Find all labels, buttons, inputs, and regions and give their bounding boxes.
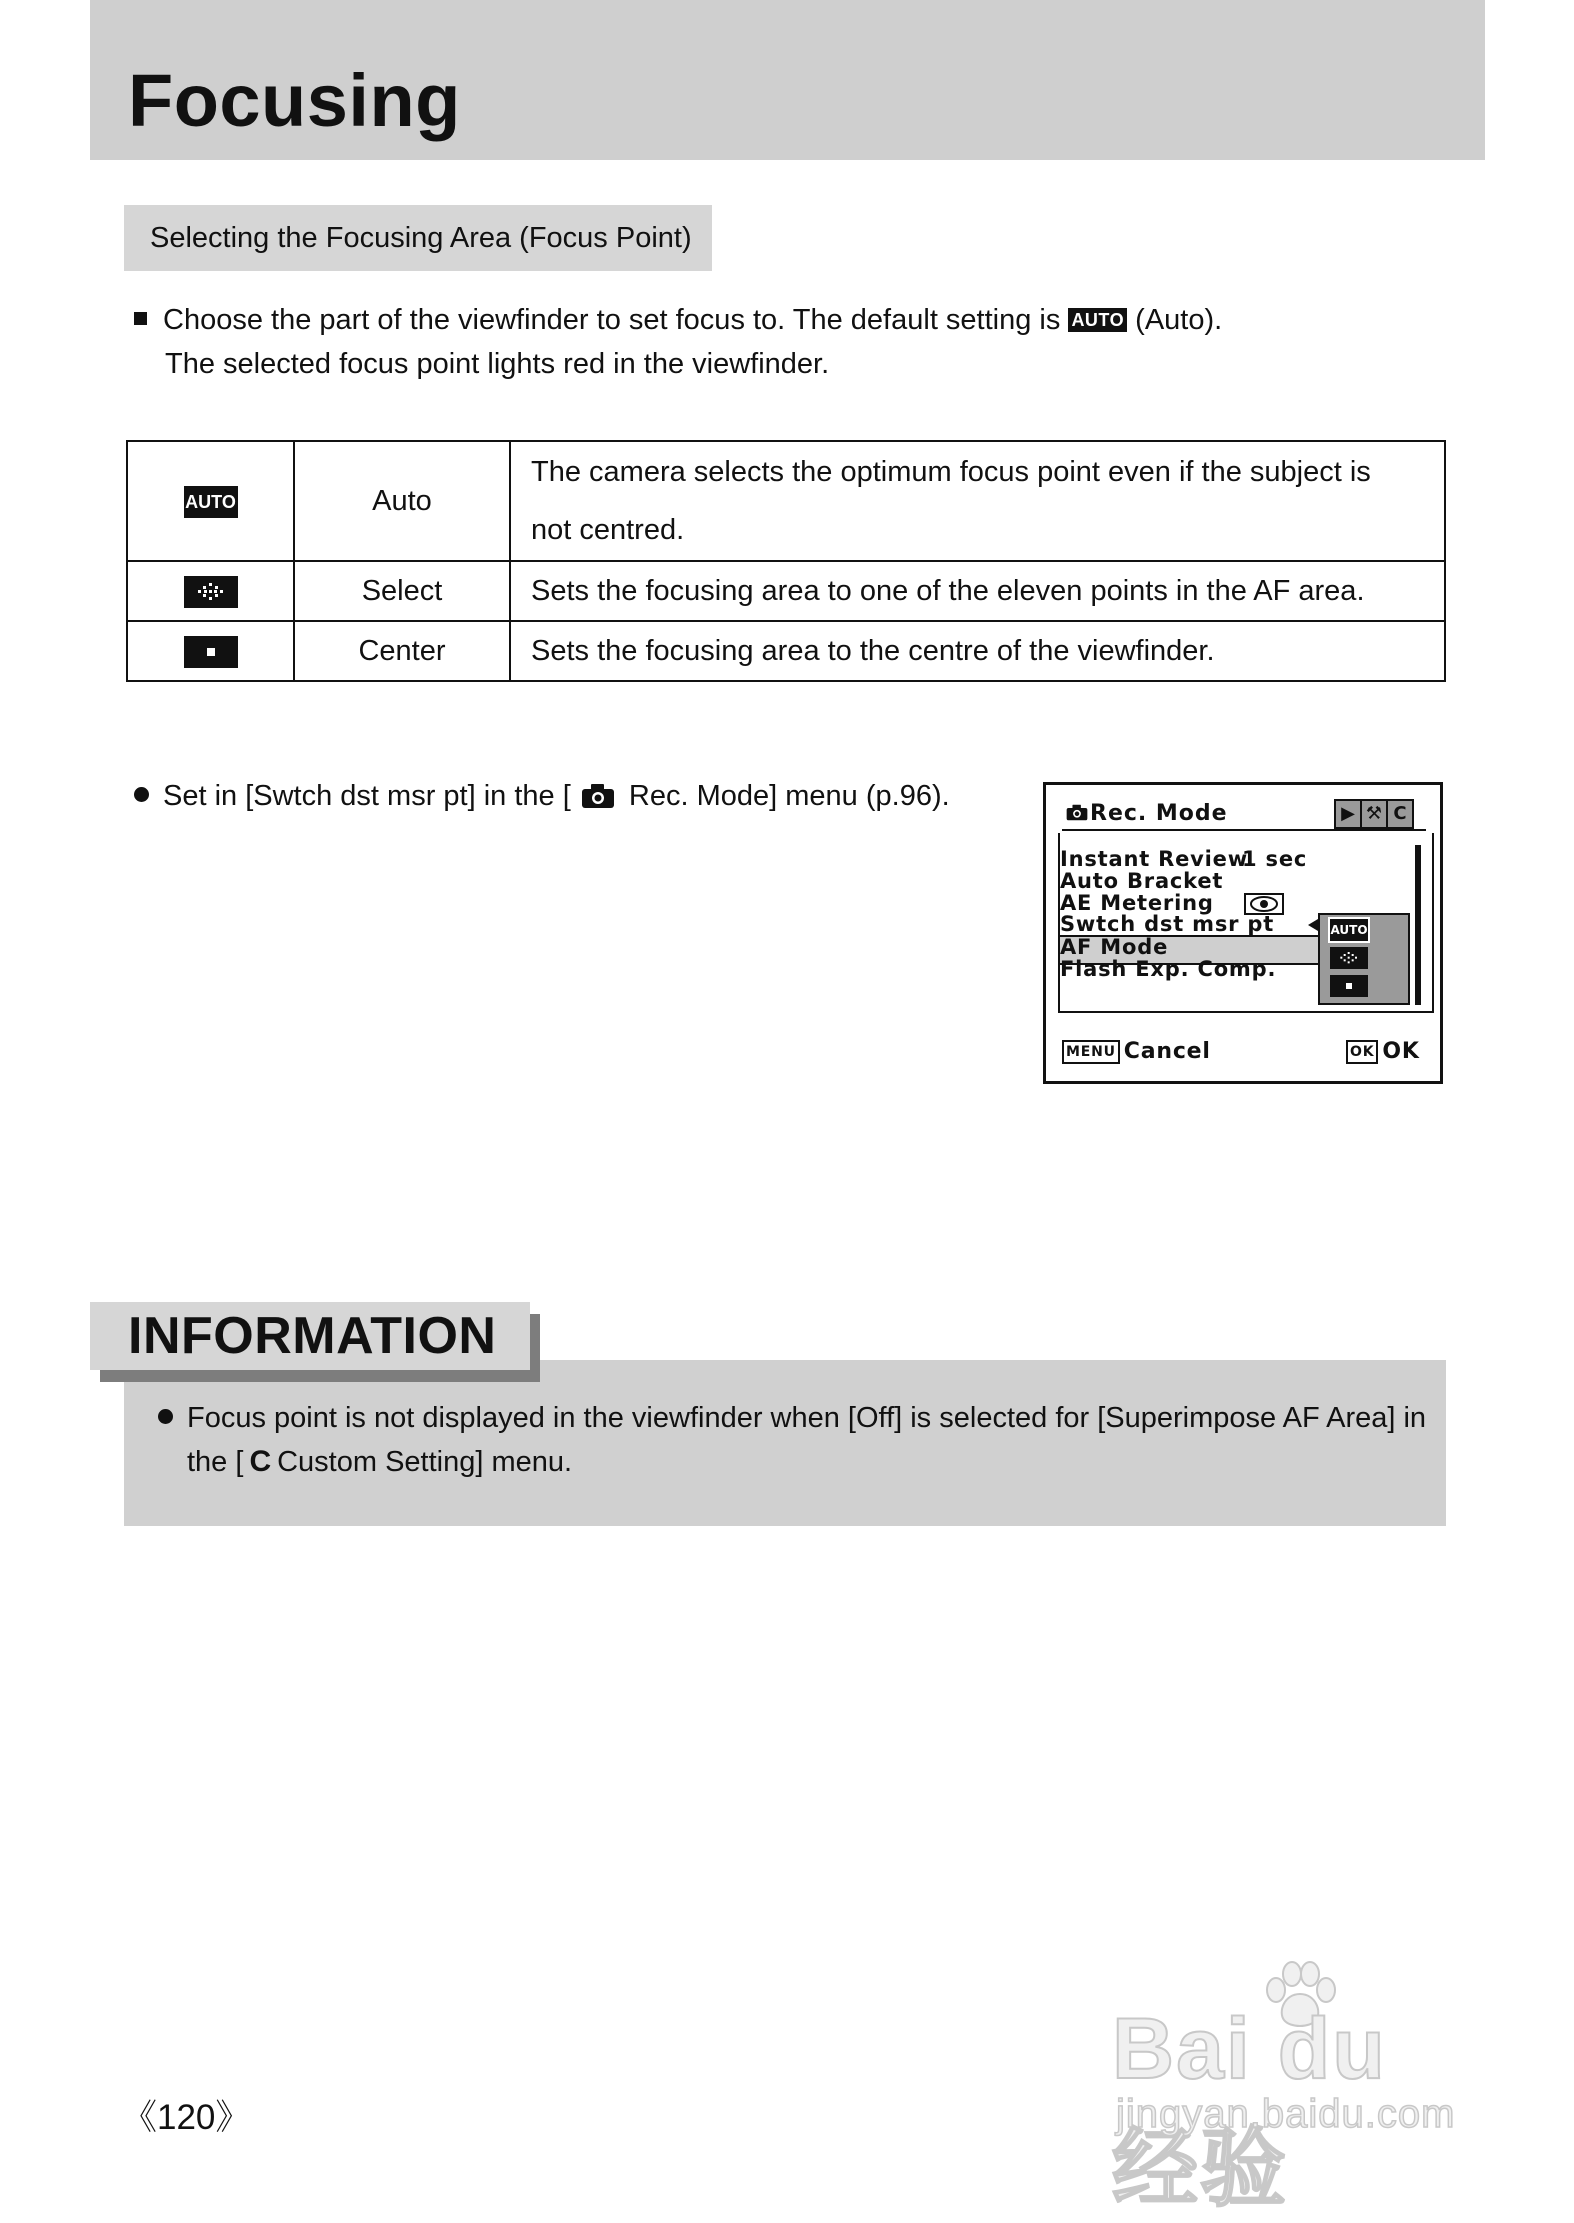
- lcd-ok[interactable]: [1346, 1039, 1420, 1064]
- table-cell-desc: Sets the focusing area to the centre of the viewfinder.: [510, 621, 1445, 681]
- section-label-text: Selecting the Focusing Area (Focus Point): [150, 221, 692, 254]
- table-row: [127, 561, 1445, 621]
- intro-line-2: The selected focus point lights red in the viewfinder.: [165, 348, 830, 380]
- lcd-tabs: [1336, 799, 1414, 829]
- table-cell-icon: [127, 621, 294, 681]
- lcd-item-swtch-dst-msr-pt[interactable]: Swtch dst msr pt: [1060, 912, 1275, 936]
- page-number: 《120》: [122, 2098, 251, 2137]
- round-bullet-icon: [158, 1409, 173, 1424]
- intro-line-1-suffix: (Auto).: [1135, 304, 1223, 336]
- lcd-title-text: Rec. Mode: [1090, 801, 1228, 826]
- desc-line: not centred.: [531, 514, 685, 546]
- ok-key-icon: OK: [1346, 1040, 1378, 1064]
- table-cell-icon: [127, 561, 294, 621]
- camera-icon: [1066, 804, 1088, 821]
- lcd-cancel-label: Cancel: [1123, 1039, 1211, 1064]
- left-arrow-icon: [1308, 919, 1318, 931]
- square-bullet-icon: [134, 312, 147, 325]
- lcd-cancel[interactable]: [1062, 1039, 1211, 1064]
- table-cell-icon: [127, 441, 294, 561]
- auto-focus-icon: AUTO: [184, 486, 238, 518]
- lcd-title: [1066, 801, 1228, 826]
- information-text: [158, 1396, 1428, 1484]
- information-line-2-suffix: Custom Setting] menu.: [277, 1446, 573, 1478]
- lcd-tab-setup[interactable]: ⚒: [1360, 799, 1388, 829]
- intro-line-1: [134, 298, 1454, 342]
- intro-line-1-text: Choose the part of the viewfinder to set focus to. The default setting is: [163, 304, 1061, 336]
- camera-lcd-menu: [1043, 782, 1443, 1084]
- table-cell-name: Auto: [294, 441, 510, 561]
- lcd-item-ae-metering[interactable]: AE Metering: [1060, 891, 1214, 915]
- lcd-item-instant-review[interactable]: Instant Review: [1060, 847, 1248, 871]
- lcd-item-flash-exp-comp[interactable]: Flash Exp. Comp.: [1060, 957, 1277, 981]
- focus-point-table: [126, 440, 1446, 682]
- lcd-ok-label: OK: [1382, 1039, 1420, 1064]
- lcd-tab-playback[interactable]: ▶: [1334, 799, 1362, 829]
- center-focus-icon: [184, 636, 238, 668]
- lcd-item-auto-bracket[interactable]: Auto Bracket: [1060, 869, 1224, 893]
- intro-paragraph: [134, 298, 1454, 386]
- lcd-option-center[interactable]: [1330, 975, 1368, 997]
- table-row: [127, 441, 1445, 561]
- watermark-main: Bai du 经验: [1112, 2001, 1387, 2217]
- set-menu-note: [134, 776, 950, 816]
- table-cell-desc: Sets the focusing area to one of the eleven points in the AF area.: [510, 561, 1445, 621]
- page-title: Focusing: [128, 59, 461, 142]
- section-label: [124, 205, 712, 271]
- set-note-prefix: Set in [Swtch dst msr pt] in the [: [163, 780, 571, 812]
- round-bullet-icon: [134, 787, 149, 802]
- table-cell-name: Center: [294, 621, 510, 681]
- camera-icon: [581, 783, 615, 809]
- select-focus-icon: [184, 576, 238, 608]
- information-line-2: [158, 1440, 1428, 1484]
- baidu-watermark: [1112, 1960, 1472, 2217]
- set-note-suffix: Rec. Mode] menu (p.96).: [628, 780, 950, 812]
- lcd-option-dropdown: [1318, 913, 1410, 1005]
- lcd-scrollbar[interactable]: [1415, 845, 1421, 1005]
- lcd-item-af-mode[interactable]: AF Mode: [1060, 935, 1169, 959]
- watermark-sub: jingyan.baidu.com: [1116, 2092, 1456, 2136]
- information-heading: INFORMATION: [128, 1307, 497, 1365]
- table-cell-desc: [510, 441, 1445, 561]
- menu-key-icon: MENU: [1062, 1040, 1120, 1064]
- auto-badge-icon: AUTO: [1068, 308, 1127, 332]
- lcd-option-select[interactable]: [1330, 947, 1368, 969]
- lcd-tab-custom[interactable]: C: [1386, 799, 1414, 829]
- information-line-2-prefix: the [: [187, 1446, 244, 1478]
- lcd-option-auto[interactable]: AUTO: [1330, 919, 1368, 941]
- lcd-value-instant-review: 1 sec: [1242, 847, 1308, 871]
- information-line-1: [158, 1396, 1428, 1440]
- desc-line: The camera selects the optimum focus point even if the subject is: [531, 456, 1371, 488]
- custom-setting-icon: C: [249, 1445, 272, 1478]
- information-line-1-text: Focus point is not displayed in the viewfinder when [Off] is selected for [Superimpose AF Area] in: [187, 1402, 1427, 1434]
- table-cell-name: Select: [294, 561, 510, 621]
- table-row: [127, 621, 1445, 681]
